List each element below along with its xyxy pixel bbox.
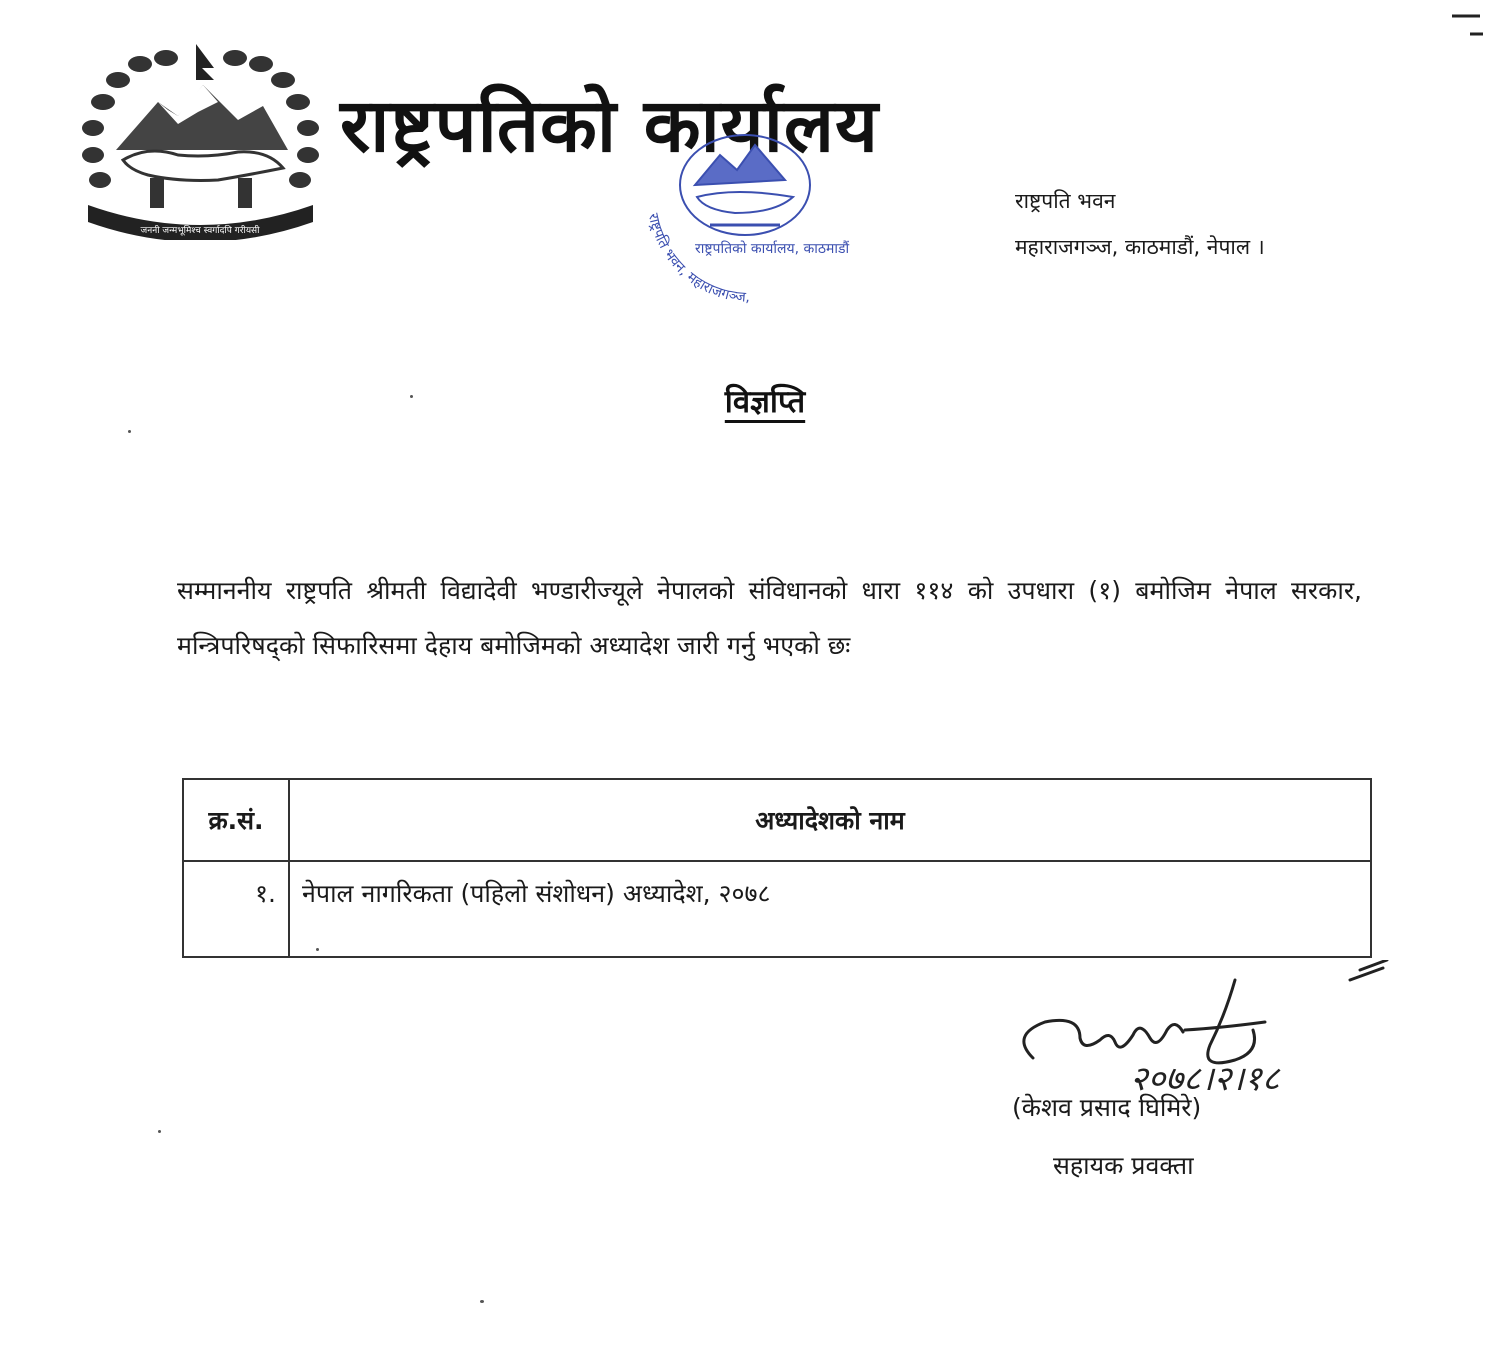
ordinance-table xyxy=(182,778,1372,958)
emblem-motto: जननी जन्मभूमिश्च स्वर्गादपि गरीयसी xyxy=(140,226,260,236)
office-address xyxy=(1015,178,1265,270)
seal-text-bottom: राष्ट्रपति भवन, महाराजगञ्ज, xyxy=(644,211,750,306)
table-header-row xyxy=(183,779,1371,861)
office-seal-icon xyxy=(625,125,870,320)
scan-speck xyxy=(158,1130,161,1133)
scan-speck xyxy=(480,1300,484,1303)
header-ordinance-name: अध्यादेशको नाम xyxy=(289,779,1371,861)
signatory-title: सहायक प्रवक्ता xyxy=(1053,1151,1194,1180)
nepal-coat-of-arms-icon xyxy=(78,40,323,240)
scan-speck xyxy=(316,948,319,951)
table-row xyxy=(183,861,1371,957)
address-line-1: राष्ट्रपति भवन xyxy=(1015,189,1116,213)
corner-mark-icon xyxy=(1450,8,1485,43)
signature-date: २०७८।२।१८ xyxy=(1130,1059,1280,1099)
scan-speck xyxy=(128,430,131,433)
signatory-name: (केशव प्रसाद घिमिरे) xyxy=(1012,1093,1202,1122)
notice-title: विज्ञप्ति xyxy=(724,384,806,420)
handwritten-signature-icon xyxy=(1005,960,1395,1100)
address-line-2: महाराजगञ्ज, काठमाडौं, नेपाल । xyxy=(1015,235,1265,259)
cell-ordinance-name: नेपाल नागरिकता (पहिलो संशोधन) अध्यादेश, २०७८ xyxy=(289,861,1371,957)
cell-serial-number: १. xyxy=(183,861,289,957)
seal-text-top: राष्ट्रपतिको कार्यालय, काठमाडौं xyxy=(695,241,850,257)
scan-speck xyxy=(410,395,413,398)
header-serial-number: क्र.सं. xyxy=(183,779,289,861)
office-title: राष्ट्रपतिको कार्यालय xyxy=(340,83,879,169)
notice-body: सम्माननीय राष्ट्रपति श्रीमती विद्यादेवी भण्डारीज्यूले नेपालको संविधानको धारा ११४ को उपधारा (१) बमोजिम नेपाल सरकार, मन्त्रिपरिषद्को सिफारिसमा देहाय बमोजिमको अध्यादेश जारी गर्नु भएको छः xyxy=(177,576,1362,660)
